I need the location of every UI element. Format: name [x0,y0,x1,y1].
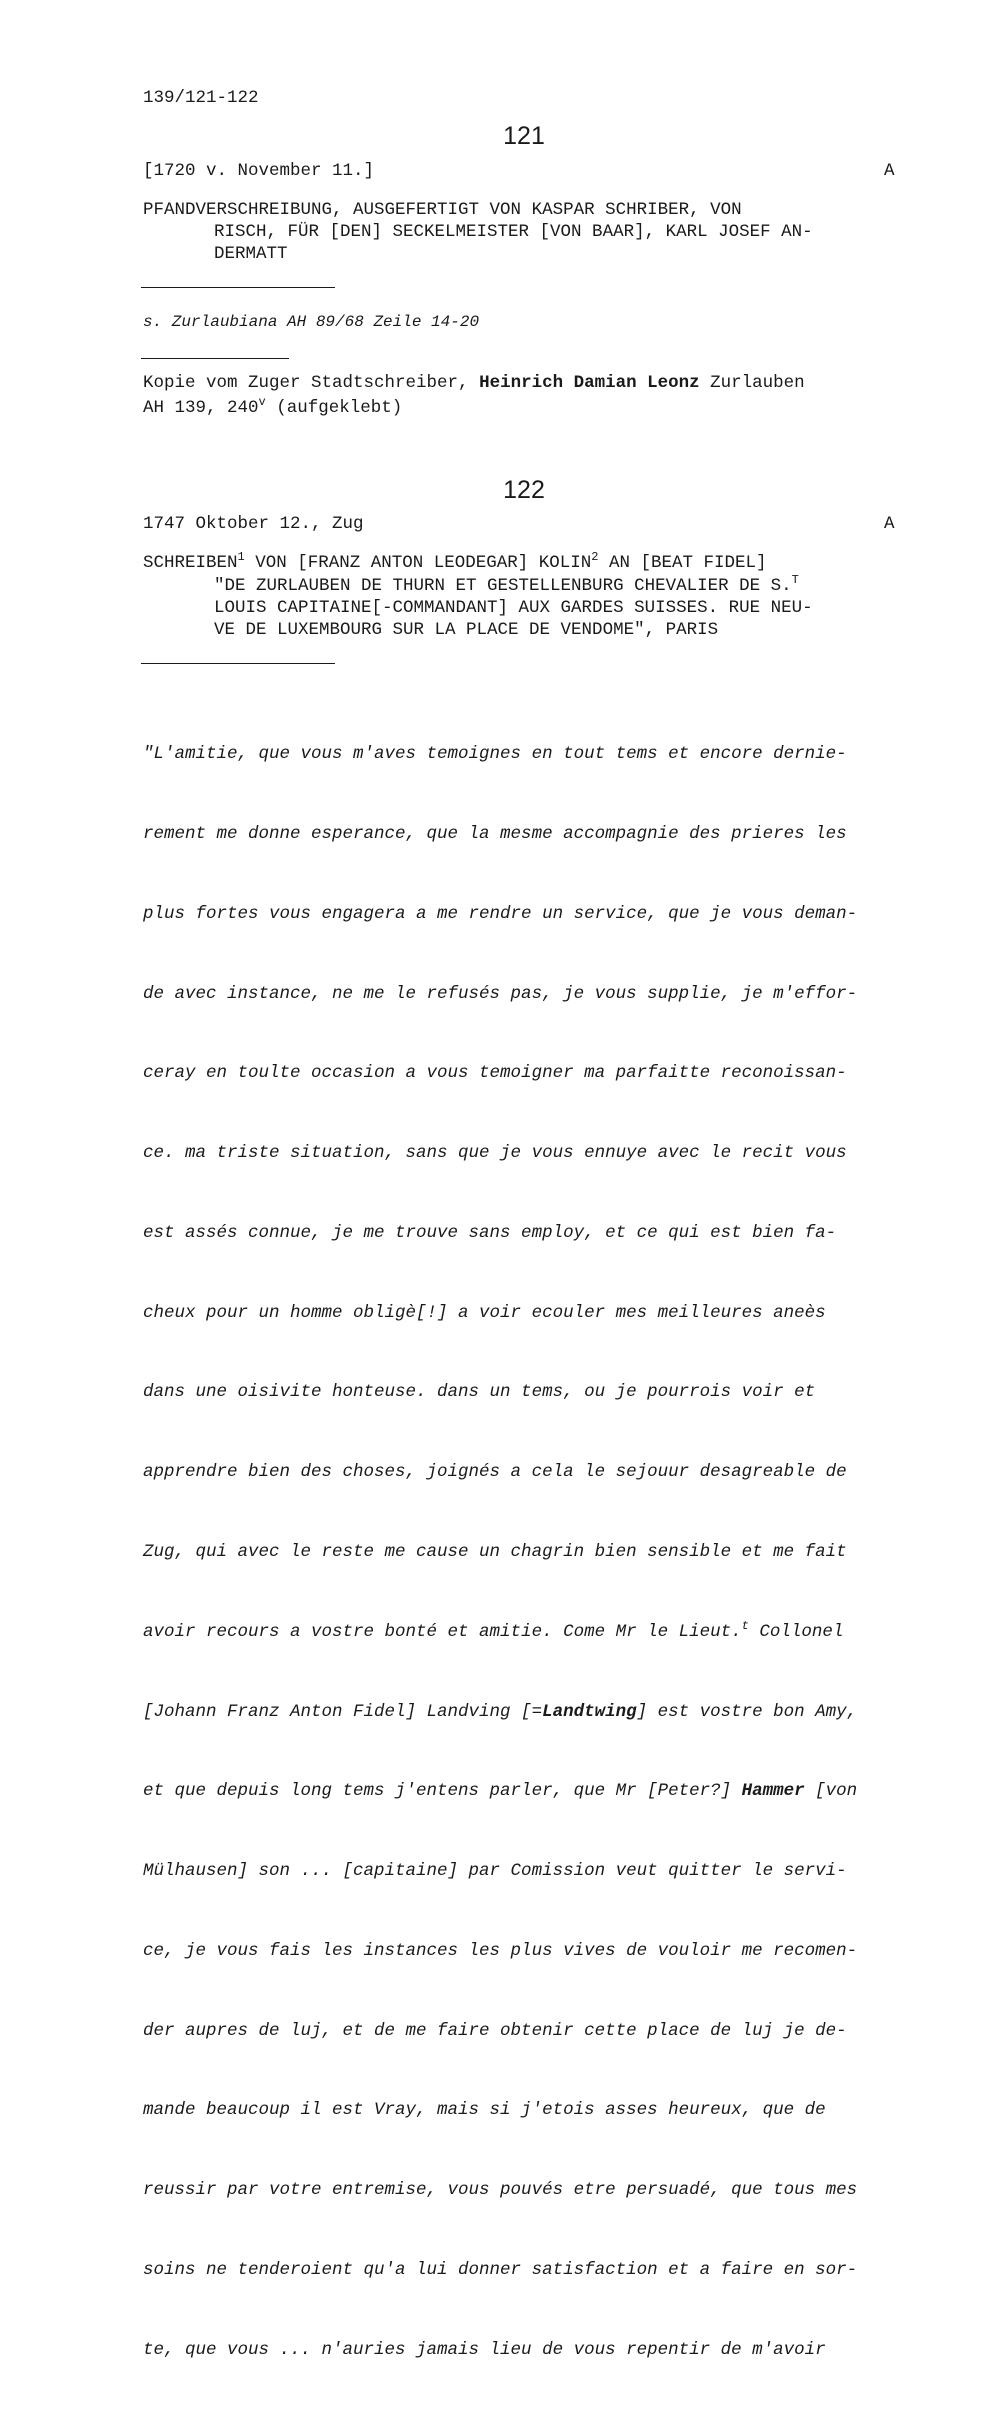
entry-121-reference: s. Zurlaubiana AH 89/68 Zeile 14-20 [143,313,480,331]
letter-line: soins ne tenderoient qu'a lui donner satisfaction et a faire en sor- [143,2260,858,2281]
letter-line: apprendre bien des choses, joignés a cela le sejouur desagreable de [143,1462,847,1483]
letter-line: avoir recours a vostre bonté et amitie. Come Mr le Lieut.$^t$ Collonel [143,1618,844,1642]
entry-121-title-line: PFANDVERSCHREIBUNG, AUSGEFERTIGT VON KASPAR SCHRIBER, VON [143,200,742,220]
entry-121-copy-note: Kopie vom Zuger Stadtschreiber, Heinrich Damian Leonz Zurlauben [143,373,805,393]
entry-121-archive-ref: AH 139, 240$^v$ (aufgeklebt) [143,395,403,418]
letter-line: der aupres de luj, et de me faire obtenir cette place de luj je de- [143,2020,847,2041]
letter-line: de avec instance, ne me le refusés pas, je vous supplie, je m'effor- [143,983,858,1004]
entry-122-title-line: LOUIS CAPITAINE[-COMMANDANT] AUX GARDES SUISSES. RUE NEU- [214,598,813,618]
letter-text [143,688,857,2417]
entry-number-121: 121 [503,122,545,150]
copyist-name: Heinrich Damian Leonz [479,373,700,393]
entry-121-date: [1720 v. November 11.] [143,161,375,181]
document-reference: 139/121-122 [143,88,259,108]
entry-121-title-line: DERMATT [214,244,288,264]
letter-line: Zug, qui avec le reste me cause un chagrin bien sensible et me fait [143,1542,847,1562]
entry-122-title-line: "DE ZURLAUBEN DE THURN ET GESTELLENBURG CHEVALIER DE S.$^T$ [214,573,799,596]
letter-line: [Johann Franz Anton Fidel] Landving [=Landtwing] est vostre bon Amy, [143,1701,858,1722]
person-name-landtwing: Landtwing [542,1701,637,1722]
letter-line: rement me donne esperance, que la mesme accompagnie des prieres les [143,823,847,844]
letter-line: reussir par votre entremise, vous pouvés etre persuadé, que tous mes [143,2180,858,2201]
letter-line: ceray en toulte occasion a vous temoigner ma parfaitte reconoissan- [143,1063,847,1084]
entry-122-date: 1747 Oktober 12., Zug [143,514,364,534]
letter-line: te, que vous ... n'auries jamais lieu de vous repentir de m'avoir [143,2339,826,2360]
letter-line: cheux pour un homme obligè[!] a voir ecouler mes meilleures aneès [143,1302,826,1323]
letter-line: "L'amitie, que vous m'aves temoignes en tout tems et encore dernie- [143,744,847,765]
separator-rule [141,358,289,359]
entry-121-mark: A [884,161,895,181]
entry-122-title-line: VE DE LUXEMBOURG SUR LA PLACE DE VENDOME", PARIS [214,620,719,640]
letter-line: mande beaucoup il est Vray, mais si j'etois asses heureux, que de [143,2100,826,2121]
entry-122-mark: A [884,514,895,534]
entry-122-title-line: SCHREIBEN$^1$ VON [FRANZ ANTON LEODEGAR] KOLIN$^2$ AN [BEAT FIDEL] [143,550,767,573]
separator-rule [141,287,335,288]
letter-line: plus fortes vous engagera a me rendre un service, que je vous deman- [143,903,858,924]
entry-121-title-line: RISCH, FÜR [DEN] SECKELMEISTER [VON BAAR], KARL JOSEF AN- [214,222,813,242]
letter-line: et que depuis long tems j'entens parler, que Mr [Peter?] Hammer [von [143,1781,858,1802]
letter-line: est assés connue, je me trouve sans employ, et ce qui est bien fa- [143,1222,837,1243]
letter-line: dans une oisivite honteuse. dans un tems, ou je pourrois voir et [143,1382,816,1403]
entry-number-122: 122 [503,476,545,504]
separator-rule [141,663,335,664]
letter-line: Mülhausen] son ... [capitaine] par Comission veut quitter le servi- [143,1861,847,1882]
letter-line: ce, je vous fais les instances les plus vives de vouloir me recomen- [143,1940,858,1961]
letter-line: ce. ma triste situation, sans que je vous ennuye avec le recit vous [143,1143,847,1164]
person-name-hammer: Hammer [741,1781,805,1802]
